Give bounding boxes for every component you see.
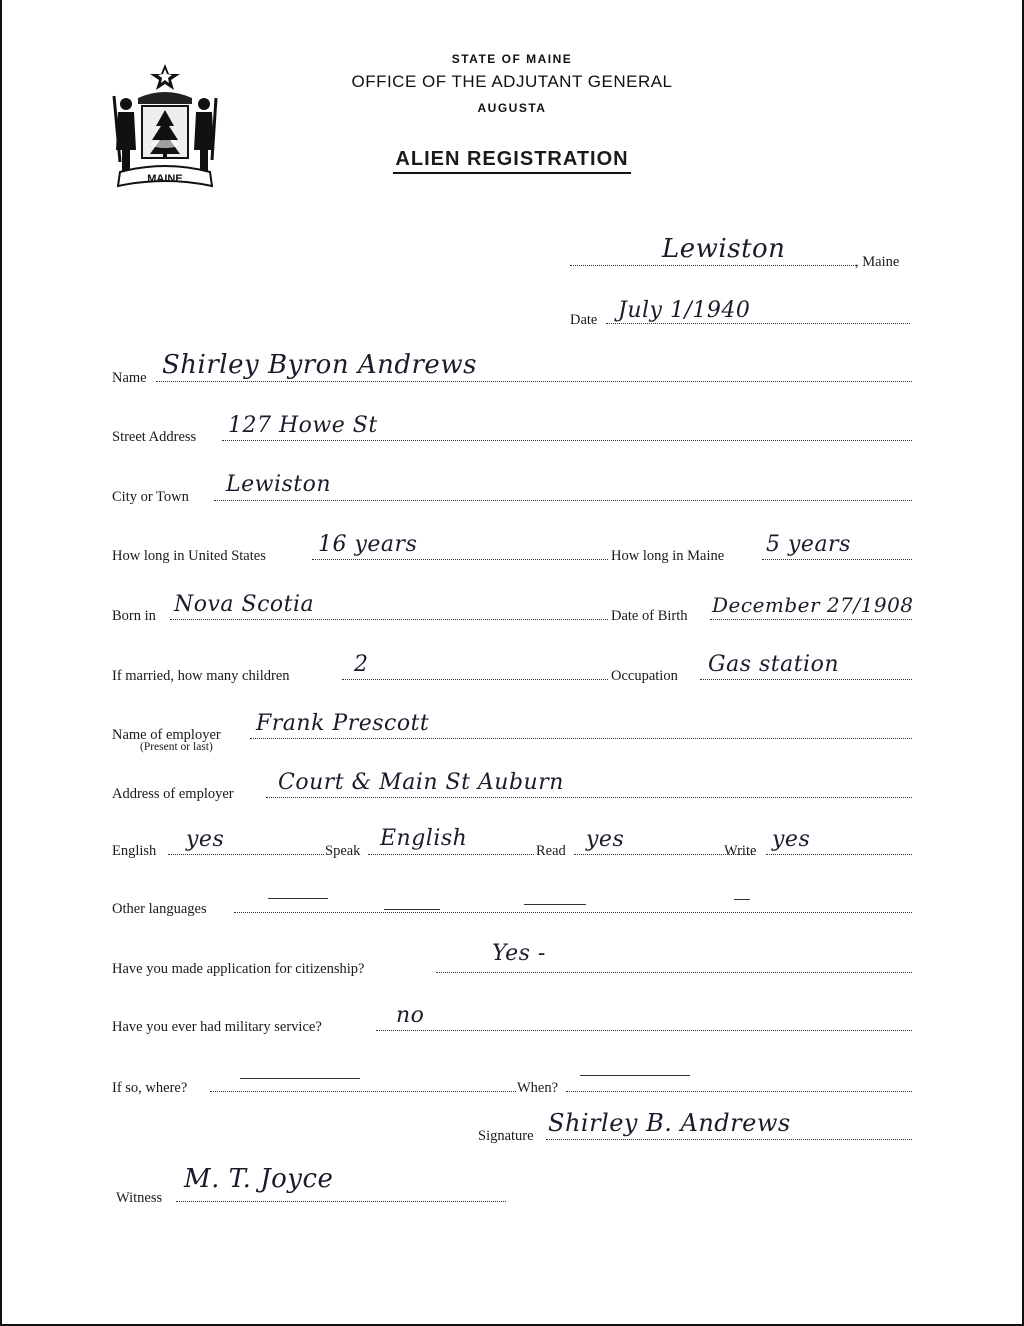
dob-value: December 27/1908	[712, 593, 914, 617]
occupation-value: Gas station	[708, 652, 840, 677]
name-value: Shirley Byron Andrews	[162, 350, 477, 380]
citizenship-label: Have you made application for citizenship?	[112, 961, 365, 977]
military-label: Have you ever had military service?	[112, 1019, 322, 1035]
military-value: no	[396, 1003, 425, 1028]
when-line	[566, 1091, 912, 1092]
read-value: yes	[586, 827, 625, 852]
signature-label: Signature	[478, 1128, 534, 1144]
witness-label: Witness	[116, 1190, 163, 1206]
employer-line	[250, 738, 912, 739]
speak-label: Speak	[325, 843, 361, 859]
how-long-us-value: 16 years	[318, 532, 418, 557]
employer-address-line	[266, 797, 912, 798]
how-long-us-label: How long in United States	[112, 548, 266, 564]
date-value: July 1/1940	[618, 298, 751, 323]
how-long-maine-label: How long in Maine	[611, 548, 725, 564]
employer-address-value: Court & Main St Auburn	[278, 770, 564, 795]
military-line	[376, 1030, 912, 1031]
form-title-wrap	[0, 148, 1024, 171]
blank-dash	[734, 899, 750, 900]
signature-value: Shirley B. Andrews	[548, 1109, 791, 1137]
how-long-us-line	[312, 559, 608, 560]
born-in-label: Born in	[112, 608, 156, 624]
occupation-label: Occupation	[611, 668, 678, 684]
citizenship-line	[436, 972, 912, 973]
other-languages-label: Other languages	[112, 901, 207, 917]
town-value: Lewiston	[662, 234, 786, 264]
blank-dash	[240, 1078, 360, 1079]
english-value: yes	[186, 827, 225, 852]
city-heading: AUGUSTA	[477, 101, 547, 115]
town-line	[570, 265, 856, 266]
blank-dash	[524, 904, 586, 905]
blank-dash	[268, 898, 328, 899]
where-label: If so, where?	[112, 1080, 188, 1096]
speak-value: English	[380, 826, 468, 851]
when-label: When?	[517, 1080, 559, 1096]
how-long-maine-value: 5 years	[766, 532, 851, 557]
maine-label: , Maine	[855, 254, 900, 270]
other-languages-line	[234, 912, 912, 913]
city-line	[214, 500, 912, 501]
write-value: yes	[772, 827, 811, 852]
street-label: Street Address	[112, 429, 197, 445]
english-label: English	[112, 843, 157, 859]
street-value: 127 Howe St	[228, 413, 378, 438]
seal-text: MAINE	[147, 173, 183, 185]
state-heading: STATE OF MAINE	[451, 52, 573, 66]
witness-value: M. T. Joyce	[184, 1164, 334, 1194]
speak-line	[368, 854, 534, 855]
blank-dash	[580, 1075, 690, 1076]
children-line	[342, 679, 608, 680]
children-label: If married, how many children	[112, 668, 290, 684]
born-in-line	[170, 619, 608, 620]
where-line	[210, 1091, 516, 1092]
street-line	[222, 440, 912, 441]
name-line	[156, 381, 912, 382]
employer-note: (Present or last)	[140, 741, 213, 753]
read-label: Read	[536, 843, 566, 859]
employer-label: Name of employer	[112, 727, 221, 743]
blank-dash	[384, 909, 440, 910]
children-value: 2	[354, 652, 369, 677]
city-value: Lewiston	[226, 472, 332, 497]
name-label: Name	[112, 370, 147, 386]
office-heading: OFFICE OF THE ADJUTANT GENERAL	[351, 72, 673, 91]
occupation-line	[700, 679, 912, 680]
dob-line	[710, 619, 912, 620]
how-long-maine-line	[762, 559, 912, 560]
english-line	[168, 854, 324, 855]
citizenship-value: Yes -	[492, 941, 546, 966]
form-title: ALIEN REGISTRATION	[393, 148, 630, 174]
write-line	[766, 854, 912, 855]
born-in-value: Nova Scotia	[174, 592, 315, 617]
write-label: Write	[724, 843, 757, 859]
employer-value: Frank Prescott	[256, 711, 430, 736]
signature-line	[546, 1139, 912, 1140]
dob-label: Date of Birth	[611, 608, 688, 624]
employer-address-label: Address of employer	[112, 786, 234, 802]
city-label: City or Town	[112, 489, 189, 505]
date-label: Date	[570, 312, 598, 328]
witness-line	[176, 1201, 506, 1202]
